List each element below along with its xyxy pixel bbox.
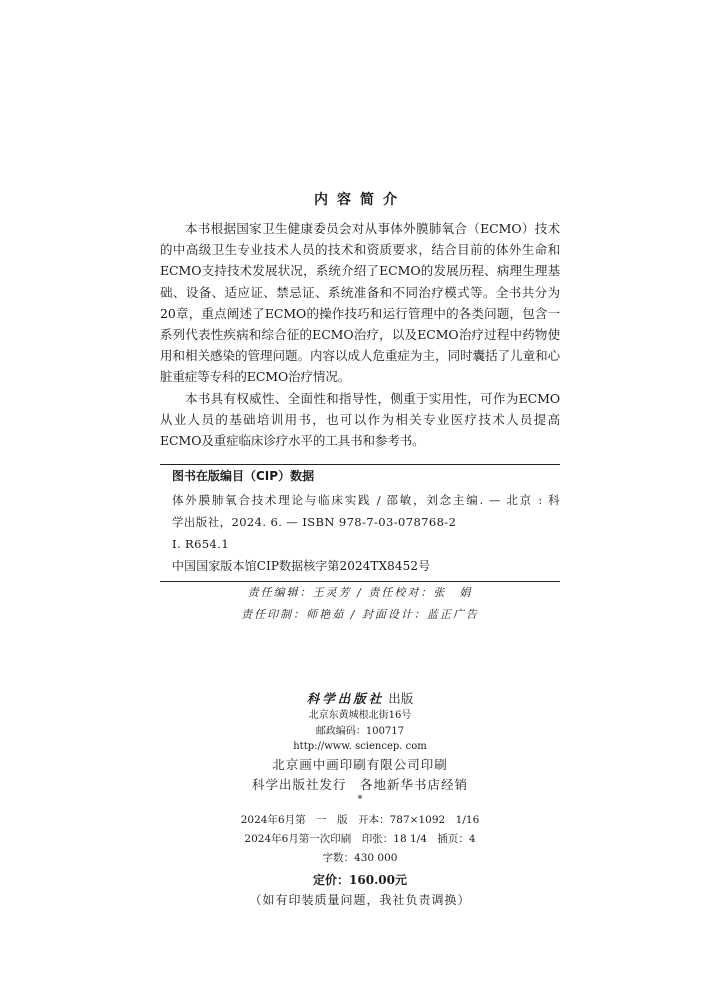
website: http://www. sciencep. com: [293, 741, 427, 752]
credits: [0, 582, 720, 626]
intro-paragraph-1: 本书根据国家卫生健康委员会对从事体外膜肺氧合（ECMO）技术的中高级卫生专业技术人员的技术和资质要求，结合目前的体外生命和ECMO支持技术发展状况，系统介绍了ECMO的发展历程、病理生理基础、设备、适应证、禁忌证、系统准备和不同治疗模式等。全书共分为20章，重点阐述了ECMO的操作技巧和运行管理中的各类问题，包含一系列代表性疾病和综合征的ECMO治疗，以及ECMO治疗过程中药物使用和相关感染的管理问题。内容以成人危重症为主，同时囊括了儿童和心脏重症等专科的ECMO治疗情况。: [160, 221, 560, 385]
publisher-brand: 科学出版社: [306, 691, 385, 706]
separator-star: *: [357, 793, 363, 805]
cip-block: [160, 464, 560, 582]
cip-number: 中国国家版本馆CIP数据核字第2024TX8452号: [172, 559, 431, 573]
intro-paragraph-2: 本书具有权威性、全面性和指导性，侧重于实用性，可作为ECMO从业人员的基础培训用书，也可以作为相关专业医疗技术人员提高ECMO及重症临床诊疗水平的工具书和参考书。: [160, 390, 560, 449]
publisher-line: [0, 690, 720, 708]
publisher-suffix: 出版: [384, 691, 414, 706]
printing-info: 2024年6月第一次印刷 印张：18 1/4 插页：4: [244, 832, 476, 845]
cip-entry-line-1: 体外膜肺氧合技术理论与临床实践 / 邵敏，刘念主编. — 北京 : 科: [172, 493, 560, 507]
word-count: 字数：430 000: [322, 851, 398, 864]
printer: 北京画中画印刷有限公司印刷: [272, 756, 448, 772]
publication-info: [0, 690, 720, 910]
cip-top-rule: [160, 464, 560, 465]
cip-entry-line-2: 学出版社，2024. 6. — ISBN 978-7-03-078768-2: [172, 515, 457, 529]
intro-section: [160, 218, 560, 451]
publisher-address: 北京东黄城根北街16号: [308, 710, 412, 721]
cip-heading: 图书在版编目（CIP）数据: [172, 469, 315, 483]
quality-notice: （如有印装质量问题，我社负责调换）: [249, 892, 471, 907]
credits-line-production: 责任印制：师艳茹 / 封面设计：蓝正广告: [241, 608, 479, 621]
edition-info: 2024年6月第 一 版 开本：787×1092 1/16: [240, 813, 480, 826]
section-title: 内容简介: [314, 192, 406, 208]
distribution: 科学出版社发行 各地新华书店经销: [251, 776, 468, 792]
postcode: 邮政编码：100717: [315, 725, 405, 737]
credits-line-editors: 责任编辑：王灵芳 / 责任校对：张 娟: [247, 586, 473, 599]
cip-classification: Ⅰ. R654.1: [172, 537, 230, 551]
price: 定价：160.00元: [313, 872, 407, 887]
